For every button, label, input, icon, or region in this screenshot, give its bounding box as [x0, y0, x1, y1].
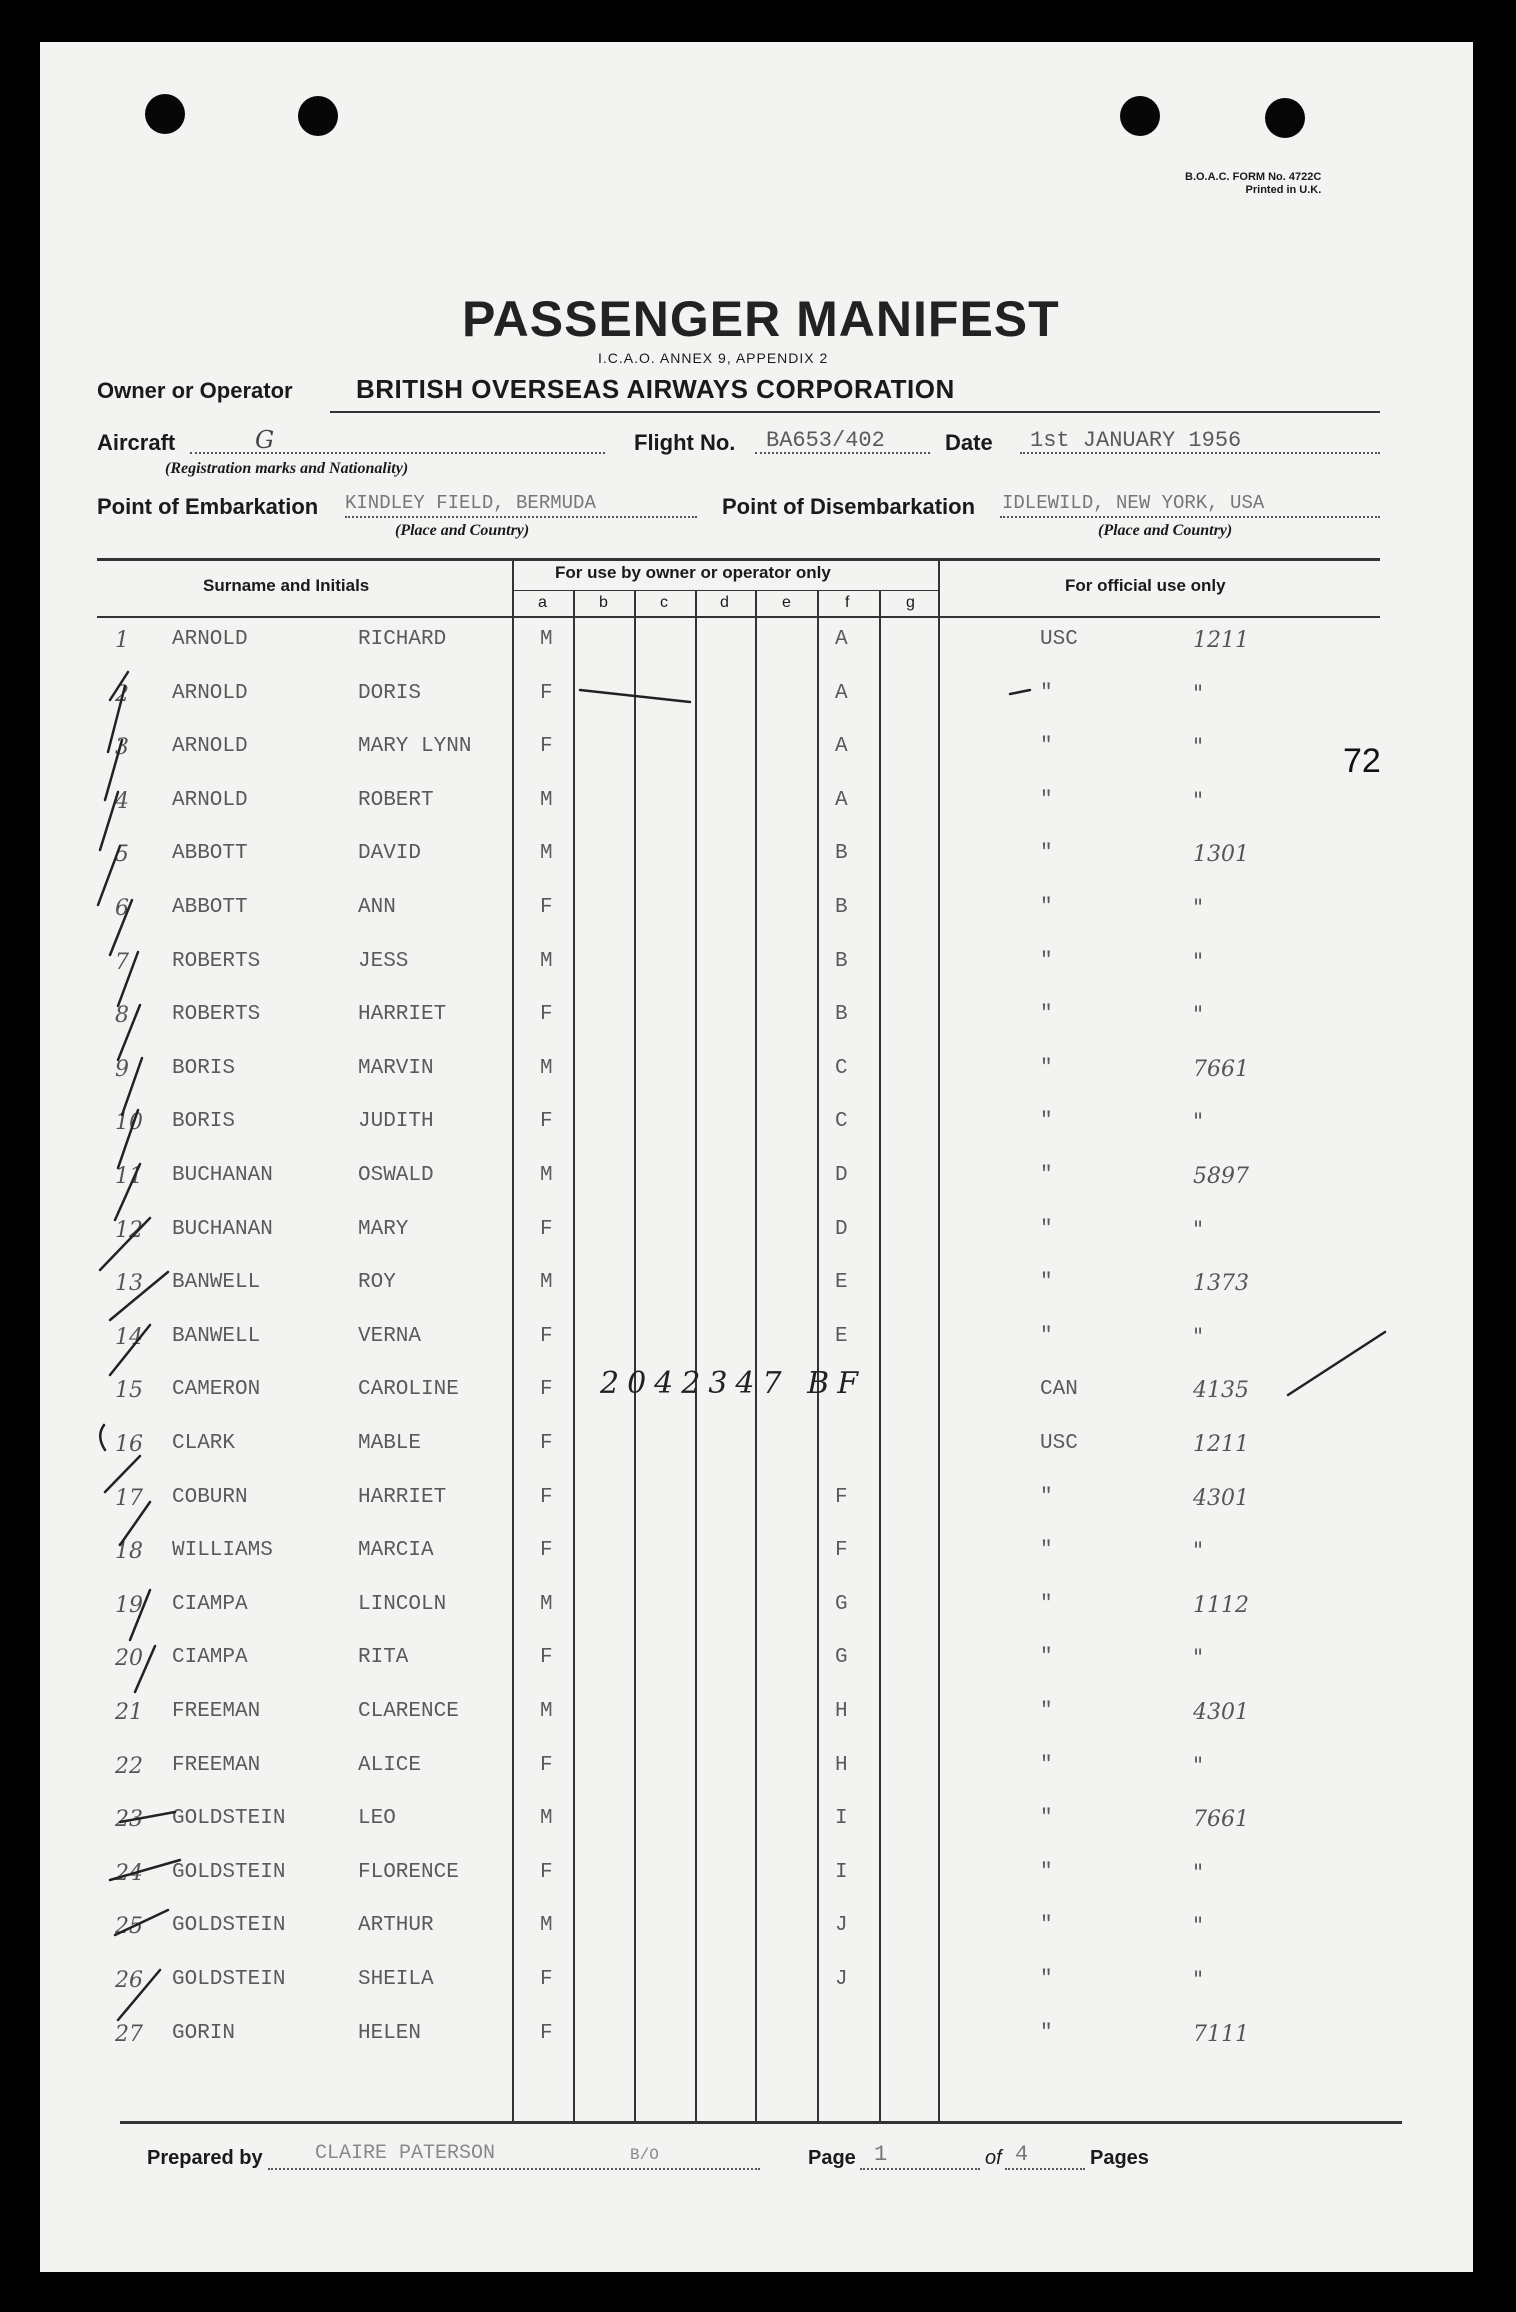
- column-f-code: H: [835, 1700, 848, 1723]
- passenger-sex: F: [540, 2022, 553, 2045]
- passenger-surname: BANWELL: [172, 1271, 261, 1294]
- passenger-given-name: MARY LYNN: [358, 735, 472, 758]
- official-nationality: ": [1040, 1325, 1053, 1348]
- embarkation-label: Point of Embarkation: [97, 494, 319, 519]
- passenger-sex: F: [540, 896, 553, 919]
- page-title: PASSENGER MANIFEST: [462, 291, 1060, 347]
- column-f-code: D: [835, 1164, 848, 1187]
- official-nationality: ": [1040, 1003, 1053, 1026]
- passenger-given-name: LINCOLN: [358, 1593, 447, 1616]
- column-f-code: C: [835, 1057, 848, 1080]
- aircraft-label: Aircraft: [97, 430, 176, 455]
- column-f-code: J: [835, 1914, 848, 1937]
- subcol-b: b: [599, 594, 608, 611]
- flight-label: Flight No.: [634, 430, 736, 455]
- official-code: ": [1193, 1914, 1204, 1939]
- passenger-surname: GOLDSTEIN: [172, 1914, 286, 1937]
- official-nationality: ": [1040, 1057, 1053, 1080]
- row-number: 8: [115, 1003, 129, 1028]
- row-number: 12: [115, 1218, 143, 1243]
- embarkation-note: (Place and Country): [395, 522, 530, 539]
- official-code: 5897: [1193, 1164, 1249, 1189]
- official-nationality: ": [1040, 896, 1053, 919]
- official-code: 4135: [1193, 1378, 1249, 1403]
- page-value: 1: [874, 2142, 888, 2167]
- official-code: ": [1193, 896, 1204, 921]
- passenger-sex: M: [540, 1700, 553, 1723]
- pages-label: Pages: [1090, 2147, 1149, 2169]
- official-code: ": [1193, 735, 1204, 760]
- passenger-given-name: MARY: [358, 1218, 409, 1241]
- passenger-surname: CIAMPA: [172, 1646, 248, 1669]
- column-f-code: I: [835, 1807, 848, 1830]
- official-nationality: ": [1040, 735, 1053, 758]
- page-label: Page: [808, 2147, 856, 2169]
- passenger-surname: BORIS: [172, 1110, 236, 1133]
- row-number: 4: [115, 789, 129, 814]
- subcol-a: a: [538, 594, 547, 611]
- date-label: Date: [945, 430, 993, 455]
- column-f-code: A: [835, 735, 848, 758]
- passenger-given-name: ROBERT: [358, 789, 434, 812]
- official-nationality: ": [1040, 1754, 1053, 1777]
- passenger-surname: ABBOTT: [172, 896, 248, 919]
- passenger-sex: M: [540, 1914, 553, 1937]
- official-nationality: ": [1040, 1968, 1053, 1991]
- column-f-code: J: [835, 1968, 848, 1991]
- row-number: 25: [115, 1914, 143, 1939]
- passenger-surname: GORIN: [172, 2022, 236, 2045]
- passenger-given-name: VERNA: [358, 1325, 422, 1348]
- row-number: 16: [115, 1432, 143, 1457]
- official-code: ": [1193, 950, 1204, 975]
- official-nationality: ": [1040, 1861, 1053, 1884]
- passenger-sex: F: [540, 1861, 553, 1884]
- row-number: 26: [115, 1968, 143, 1993]
- column-f-code: D: [835, 1218, 848, 1241]
- passenger-sex: F: [540, 1325, 553, 1348]
- official-code: ": [1193, 1646, 1204, 1671]
- column-f-code: A: [835, 682, 848, 705]
- column-f-code: A: [835, 628, 848, 651]
- column-f-code: G: [835, 1593, 848, 1616]
- passenger-given-name: MARCIA: [358, 1539, 434, 1562]
- subcol-f: f: [845, 594, 850, 611]
- official-code: ": [1193, 1539, 1204, 1564]
- official-code: 1211: [1193, 1432, 1249, 1457]
- passenger-given-name: OSWALD: [358, 1164, 434, 1187]
- passenger-given-name: ARTHUR: [358, 1914, 434, 1937]
- official-nationality: ": [1040, 1218, 1053, 1241]
- row-number: 13: [115, 1271, 143, 1296]
- column-f-code: E: [835, 1325, 848, 1348]
- passenger-sex: F: [540, 1486, 553, 1509]
- official-code: 7111: [1193, 2022, 1249, 2047]
- passenger-surname: WILLIAMS: [172, 1539, 273, 1562]
- passenger-given-name: RICHARD: [358, 628, 447, 651]
- passenger-given-name: ALICE: [358, 1754, 422, 1777]
- passenger-sex: M: [540, 950, 553, 973]
- passenger-given-name: ANN: [358, 896, 396, 919]
- official-nationality: ": [1040, 789, 1053, 812]
- passenger-surname: FREEMAN: [172, 1700, 261, 1723]
- passenger-given-name: JESS: [358, 950, 409, 973]
- row-number: 1: [115, 628, 129, 653]
- passenger-surname: ARNOLD: [172, 735, 248, 758]
- passenger-given-name: CAROLINE: [358, 1378, 459, 1401]
- passenger-sex: F: [540, 1646, 553, 1669]
- column-f-code: I: [835, 1861, 848, 1884]
- passenger-given-name: MABLE: [358, 1432, 422, 1455]
- passenger-surname: BUCHANAN: [172, 1164, 273, 1187]
- disembarkation-value: IDLEWILD, NEW YORK, USA: [1002, 492, 1265, 514]
- row-number: 22: [115, 1754, 143, 1779]
- official-nationality: ": [1040, 682, 1053, 705]
- official-nationality: ": [1040, 1271, 1053, 1294]
- passenger-given-name: DAVID: [358, 842, 422, 865]
- disembarkation-note: (Place and Country): [1098, 522, 1233, 539]
- passenger-given-name: ROY: [358, 1271, 396, 1294]
- column-f-code: C: [835, 1110, 848, 1133]
- official-code: 1112: [1193, 1593, 1249, 1618]
- row-number: 23: [115, 1807, 143, 1832]
- passenger-sex: F: [540, 1218, 553, 1241]
- form-printed: Printed in U.K.: [1245, 184, 1322, 196]
- row-number: 3: [115, 735, 129, 760]
- row-number: 21: [115, 1700, 143, 1725]
- passenger-sex: F: [540, 735, 553, 758]
- column-f-code: F: [835, 1539, 848, 1562]
- passenger-surname: ARNOLD: [172, 628, 248, 651]
- official-nationality: USC: [1040, 628, 1078, 651]
- passenger-sex: M: [540, 1271, 553, 1294]
- official-nationality: ": [1040, 1164, 1053, 1187]
- row-number: 10: [115, 1110, 143, 1135]
- official-nationality: ": [1040, 950, 1053, 973]
- passenger-surname: GOLDSTEIN: [172, 1807, 286, 1830]
- official-code: ": [1193, 1003, 1204, 1028]
- owner-value: BRITISH OVERSEAS AIRWAYS CORPORATION: [356, 374, 955, 404]
- official-code: ": [1193, 1754, 1204, 1779]
- row-number: 15: [115, 1378, 143, 1403]
- passenger-surname: ARNOLD: [172, 682, 248, 705]
- official-code: 4301: [1193, 1486, 1249, 1511]
- date-value: 1st JANUARY 1956: [1030, 428, 1242, 453]
- passenger-sex: M: [540, 1807, 553, 1830]
- passenger-surname: BUCHANAN: [172, 1218, 273, 1241]
- official-nationality: ": [1040, 1539, 1053, 1562]
- prepared-suffix: B/O: [630, 2146, 659, 2164]
- passenger-sex: M: [540, 628, 553, 651]
- passenger-sex: M: [540, 1164, 553, 1187]
- passenger-surname: COBURN: [172, 1486, 248, 1509]
- official-nationality: ": [1040, 1700, 1053, 1723]
- passenger-surname: BORIS: [172, 1057, 236, 1080]
- passenger-surname: BANWELL: [172, 1325, 261, 1348]
- row-number: 7: [115, 950, 129, 975]
- row-number: 18: [115, 1539, 143, 1564]
- embarkation-value: KINDLEY FIELD, BERMUDA: [345, 492, 596, 514]
- column-f-code: H: [835, 1754, 848, 1777]
- passenger-surname: ROBERTS: [172, 950, 261, 973]
- passenger-sex: F: [540, 1110, 553, 1133]
- passenger-given-name: HARRIET: [358, 1486, 447, 1509]
- passenger-sex: F: [540, 1378, 553, 1401]
- official-code: 4301: [1193, 1700, 1249, 1725]
- passenger-given-name: SHEILA: [358, 1968, 434, 1991]
- passenger-given-name: RITA: [358, 1646, 409, 1669]
- official-code: ": [1193, 1861, 1204, 1886]
- passenger-surname: CLARK: [172, 1432, 236, 1455]
- row-number: 14: [115, 1325, 143, 1350]
- row-number: 6: [115, 896, 129, 921]
- passenger-surname: GOLDSTEIN: [172, 1861, 286, 1884]
- subcol-d: d: [720, 594, 729, 611]
- official-code: ": [1193, 1110, 1204, 1135]
- passenger-surname: GOLDSTEIN: [172, 1968, 286, 1991]
- passenger-surname: ABBOTT: [172, 842, 248, 865]
- row-number: 11: [115, 1164, 143, 1189]
- official-code: 1373: [1193, 1271, 1249, 1296]
- column-f-code: G: [835, 1646, 848, 1669]
- col-header-official: For official use only: [1065, 576, 1226, 595]
- form-number: B.O.A.C. FORM No. 4722C: [1185, 171, 1322, 183]
- passenger-given-name: HELEN: [358, 2022, 422, 2045]
- passenger-sex: F: [540, 1968, 553, 1991]
- passenger-given-name: CLARENCE: [358, 1700, 459, 1723]
- passenger-sex: M: [540, 1057, 553, 1080]
- column-f-code: B: [835, 896, 848, 919]
- row-number: 27: [115, 2022, 143, 2047]
- column-f-code: F: [835, 1486, 848, 1509]
- prepared-value: CLAIRE PATERSON: [315, 2142, 496, 2165]
- aircraft-value: G: [255, 426, 275, 454]
- official-code: ": [1193, 1218, 1204, 1243]
- column-f-code: B: [835, 950, 848, 973]
- prepared-underline: [268, 2168, 760, 2170]
- official-nationality: ": [1040, 1486, 1053, 1509]
- page-stamp: 72: [1343, 742, 1381, 780]
- subcol-e: e: [782, 594, 791, 611]
- page-underline: [860, 2168, 980, 2170]
- passenger-sex: M: [540, 842, 553, 865]
- passenger-sex: F: [540, 682, 553, 705]
- disembarkation-label: Point of Disembarkation: [722, 494, 976, 519]
- official-nationality: ": [1040, 1110, 1053, 1133]
- official-nationality: ": [1040, 1646, 1053, 1669]
- passenger-sex: F: [540, 1432, 553, 1455]
- passenger-given-name: FLORENCE: [358, 1861, 459, 1884]
- page-subtitle: I.C.A.O. ANNEX 9, APPENDIX 2: [598, 350, 829, 366]
- passenger-sex: F: [540, 1539, 553, 1562]
- passenger-given-name: HARRIET: [358, 1003, 447, 1026]
- col-header-name: Surname and Initials: [203, 576, 370, 595]
- column-f-code: B: [835, 842, 848, 865]
- prepared-label: Prepared by: [147, 2147, 263, 2169]
- passenger-surname: CAMERON: [172, 1378, 261, 1401]
- col-header-owner: For use by owner or operator only: [555, 563, 831, 582]
- row-number: 2: [115, 682, 129, 707]
- row-number: 20: [115, 1646, 143, 1671]
- of-label: of: [985, 2147, 1002, 2169]
- of-underline: [1005, 2168, 1085, 2170]
- passenger-given-name: DORIS: [358, 682, 422, 705]
- passenger-sex: F: [540, 1003, 553, 1026]
- official-nationality: ": [1040, 842, 1053, 865]
- passenger-surname: ARNOLD: [172, 789, 248, 812]
- official-nationality: ": [1040, 1593, 1053, 1616]
- official-code: 7661: [1193, 1807, 1249, 1832]
- official-code: ": [1193, 1968, 1204, 1993]
- subcol-c: c: [660, 594, 668, 611]
- column-f-code: E: [835, 1271, 848, 1294]
- column-f-code: B: [835, 1003, 848, 1026]
- passenger-given-name: LEO: [358, 1807, 396, 1830]
- owner-label: Owner or Operator: [97, 378, 293, 403]
- passenger-surname: CIAMPA: [172, 1593, 248, 1616]
- row-number: 5: [115, 842, 129, 867]
- footer-rule: [120, 2121, 1402, 2124]
- passenger-surname: FREEMAN: [172, 1754, 261, 1777]
- handwritten-note: 2042347 BF: [600, 1366, 867, 1401]
- passenger-given-name: MARVIN: [358, 1057, 434, 1080]
- subcol-g: g: [906, 594, 915, 611]
- official-code: ": [1193, 1325, 1204, 1350]
- passenger-given-name: JUDITH: [358, 1110, 434, 1133]
- row-number: 19: [115, 1593, 143, 1618]
- official-nationality: ": [1040, 2022, 1053, 2045]
- official-code: 7661: [1193, 1057, 1249, 1082]
- official-nationality: ": [1040, 1807, 1053, 1830]
- official-nationality: USC: [1040, 1432, 1078, 1455]
- passenger-surname: ROBERTS: [172, 1003, 261, 1026]
- official-code: 1301: [1193, 842, 1249, 867]
- official-nationality: CAN: [1040, 1378, 1078, 1401]
- row-number: 24: [115, 1861, 143, 1886]
- official-code: ": [1193, 789, 1204, 814]
- flight-value: BA653/402: [766, 428, 885, 453]
- official-code: 1211: [1193, 628, 1249, 653]
- official-nationality: ": [1040, 1914, 1053, 1937]
- passenger-sex: F: [540, 1754, 553, 1777]
- column-f-code: A: [835, 789, 848, 812]
- passenger-sex: M: [540, 789, 553, 812]
- row-number: 17: [115, 1486, 143, 1511]
- row-number: 9: [115, 1057, 129, 1082]
- official-code: ": [1193, 682, 1204, 707]
- aircraft-note: (Registration marks and Nationality): [165, 460, 409, 477]
- of-value: 4: [1015, 2142, 1029, 2167]
- passenger-sex: M: [540, 1593, 553, 1616]
